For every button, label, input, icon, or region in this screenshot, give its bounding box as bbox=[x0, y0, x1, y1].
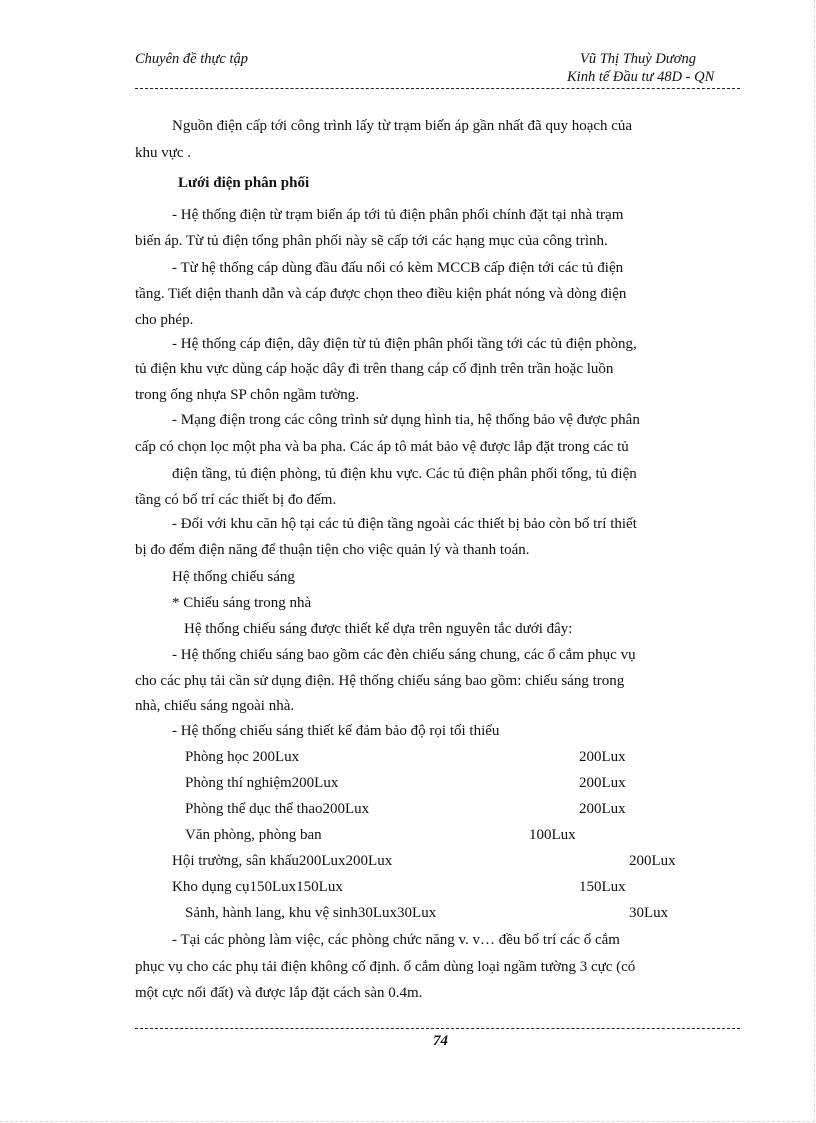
section-heading: Lưới điện phân phối bbox=[178, 175, 310, 191]
lux-row-value: 200Lux bbox=[579, 801, 626, 817]
paragraph-line: cấp có chọn lọc một pha và ba pha. Các áp tô mát bảo vệ được lắp đặt trong các tủ bbox=[135, 439, 629, 455]
header-document-title: Chuyên đề thực tập bbox=[135, 51, 249, 67]
subsection-heading: * Chiếu sáng trong nhà bbox=[172, 595, 312, 611]
paragraph-line: - Mạng điện trong các công trình sử dụng hình tia, hệ thống bảo vệ được phân bbox=[172, 412, 640, 428]
paragraph-line: - Hệ thống điện từ trạm biến áp tới tủ điện phân phối chính đặt tại nhà trạm bbox=[172, 207, 624, 223]
lux-row-label: Văn phòng, phòng ban bbox=[185, 827, 322, 843]
paragraph-line: Nguồn điện cấp tới công trình lấy từ trạm biến áp gần nhất đã quy hoạch của bbox=[172, 118, 633, 134]
header-author-class: Kinh tế Đầu tư 48D - QN bbox=[567, 69, 715, 85]
paragraph-line: tầng. Tiết diện thanh dẫn và cáp được chọn theo điều kiện phát nóng và dòng điện bbox=[135, 286, 627, 302]
paragraph-line: cho phép. bbox=[135, 312, 194, 328]
paragraph-line: phục vụ cho các phụ tải điện không cố định. ổ cắm dùng loại ngầm tường 3 cực (có bbox=[135, 959, 636, 975]
paragraph-line: cho các phụ tải cần sử dụng điện. Hệ thống chiếu sáng bao gồm: chiếu sáng trong bbox=[135, 673, 625, 689]
header-divider bbox=[135, 88, 740, 89]
lux-row-label: Sảnh, hành lang, khu vệ sinh30Lux30Lux bbox=[185, 905, 437, 921]
lux-row-value: 30Lux bbox=[629, 905, 669, 921]
lux-row-label: Phòng học 200Lux bbox=[185, 749, 300, 765]
lux-row-value: 200Lux bbox=[629, 853, 676, 869]
paragraph-line: tầng có bố trí các thiết bị đo đếm. bbox=[135, 492, 337, 508]
header-author-name: Vũ Thị Thuỳ Dương bbox=[580, 51, 696, 67]
paragraph-line: bị đo đếm điện năng để thuận tiện cho việc quản lý và thanh toán. bbox=[135, 542, 530, 558]
paragraph-line: Hệ thống chiếu sáng được thiết kế dựa trên nguyên tắc dưới đây: bbox=[184, 621, 573, 637]
paragraph-line: điện tầng, tủ điện phòng, tủ điện khu vực. Các tủ điện phân phối tổng, tủ điện bbox=[172, 466, 637, 482]
footer-divider bbox=[135, 1028, 740, 1029]
subsection-heading: Hệ thống chiếu sáng bbox=[172, 569, 295, 585]
lux-row-value: 200Lux bbox=[579, 775, 626, 791]
lux-row-value: 150Lux bbox=[579, 879, 626, 895]
lux-row-label: Kho dụng cụ150Lux150Lux bbox=[172, 879, 343, 895]
paragraph-line: - Tại các phòng làm việc, các phòng chức năng v. v… đều bố trí các ổ cắm bbox=[172, 932, 620, 948]
paragraph-line: một cực nối đất) và được lắp đặt cách sàn 0.4m. bbox=[135, 985, 423, 1001]
lux-row-label: Phòng thể dục thể thao200Lux bbox=[185, 801, 370, 817]
paragraph-line: nhà, chiếu sáng ngoài nhà. bbox=[135, 698, 295, 714]
lux-row-value: 200Lux bbox=[579, 749, 626, 765]
paragraph-line: trong ống nhựa SP chôn ngầm tường. bbox=[135, 387, 360, 403]
paragraph-line: khu vực . bbox=[135, 145, 192, 161]
page-number: 74 bbox=[433, 1033, 448, 1049]
paragraph-line: - Từ hệ thống cáp dùng đầu đấu nối có kèm MCCB cấp điện tới các tủ điện bbox=[172, 260, 624, 276]
paragraph-line: - Hệ thống chiếu sáng bao gồm các đèn chiếu sáng chung, các ổ cắm phục vụ bbox=[172, 647, 636, 663]
lux-row-label: Hội trường, sân khấu200Lux200Lux bbox=[172, 853, 393, 869]
paragraph-line: - Đối với khu căn hộ tại các tủ điện tầng ngoài các thiết bị bảo còn bố trí thiết bbox=[172, 516, 637, 532]
paragraph-line: - Hệ thống cáp điện, dây điện từ tủ điện phân phối tầng tới các tủ điện phòng, bbox=[172, 336, 637, 352]
paragraph-line: - Hệ thống chiếu sáng thiết kế đảm bảo độ rọi tối thiểu bbox=[172, 723, 500, 739]
paragraph-line: biến áp. Từ tủ điện tổng phân phối này sẽ cấp tới các hạng mục của công trình. bbox=[135, 233, 608, 249]
lux-row-value: 100Lux bbox=[529, 827, 576, 843]
lux-row-label: Phòng thí nghiệm200Lux bbox=[185, 775, 339, 791]
paragraph-line: tủ điện khu vực dùng cáp hoặc dây đi trên thang cáp cố định trên trần hoặc luồn bbox=[135, 361, 614, 377]
